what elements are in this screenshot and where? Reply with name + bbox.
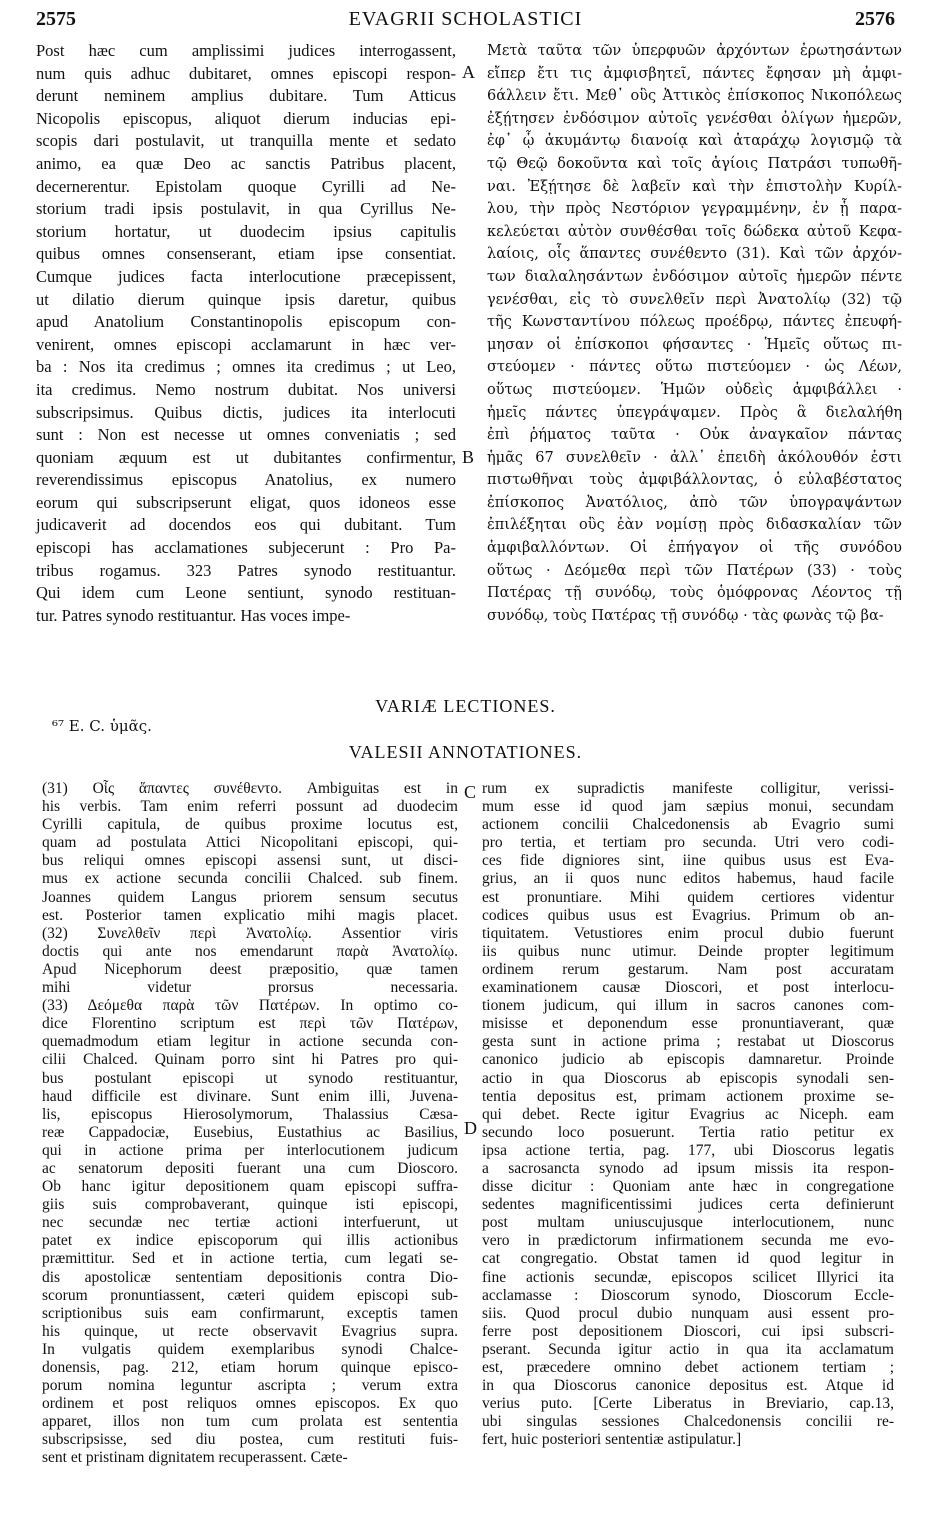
latin-text-line: ut dilatio dierum quinque ipsis daretur, quibus [36, 289, 456, 309]
greek-text-line: λου, τὴν πρὸς Νεστόριον γεγραμμένην, ἐν ᾗ παρα- [487, 201, 902, 218]
annotation-line: subscripsisse, sed diu postea, cum restituti fuis- [42, 1431, 458, 1449]
greek-text-line: κελεύεται αὐτὸν συνθέσθαι τοῖς δώδεκα αὐτοῦ Κεφα- [487, 223, 902, 240]
annotations-left-column [42, 780, 458, 1468]
annotation-line: misisse et deponendum esse pronuntiaverant, quæ [482, 1015, 894, 1033]
page-number-right: 2576 [855, 8, 895, 30]
latin-text-line: reverendissimus episcopus Anatolius, ex numero [36, 470, 456, 490]
greek-text-line: ἐξῄτησεν ἐνδόσιμον αὐτοῖς γενέσθαι ὀλίγων ἡμερῶν, [487, 110, 902, 127]
annotation-line: a sacrosancta synodo ad ipsum missis ita respon- [482, 1159, 894, 1177]
annotation-line: ipsa actione tertia, pag. 177, ubi Dioscorus legatis [482, 1141, 894, 1159]
greek-text-line: Μετὰ ταῦτα τῶν ὑπερφυῶν ἀρχόντων ἐρωτησάντων [487, 43, 902, 59]
latin-text-line: derunt neminem amplius dubitare. Tum Atticus [36, 86, 456, 106]
annotation-line: Ob hanc igitur depositionem quam episcopi suffra- [42, 1178, 458, 1196]
greek-text-line: εἴπερ ἔτι τις ἀμφισβητεῖ, πάντες ἔφησαν μὴ ἀμφι- [487, 65, 902, 82]
annotation-line: ordinem et post reliquos omnes episcopos. Ex quo [42, 1395, 458, 1413]
annotation-line: ces fide digniores sint, iine quibus usus est Eva- [482, 852, 894, 870]
latin-text-line: apud Anatolium Constantinopolis episcopum con- [36, 312, 456, 332]
greek-text-line: γενέσθαι, εἰς τὸ συνελθεῖν περὶ Ἀνατολίῳ (32) τῷ [487, 291, 902, 308]
page-header [36, 8, 895, 34]
annotation-line: mum esse id quod jam sæpius monui, secundam [482, 798, 894, 816]
annotation-line: ubi singulas sessiones Chalcedonensis concilii re- [482, 1413, 894, 1431]
annotation-line: actionem concilii Chalcedonensis ab Evagrio sumi [482, 816, 894, 834]
latin-text-line: num quis adhuc dubitaret, omnes episcopi respon- [36, 63, 456, 83]
annotation-line: est. Posterior tamen explicatio mihi magis placet. [42, 906, 458, 924]
annotation-line: actio in qua Dioscorus ab episcopis synodali sen- [482, 1069, 894, 1087]
annotation-line: Apud Nicephorum deest præpositio, quæ tamen [42, 960, 458, 978]
annotations-right-column [482, 780, 894, 1449]
annotation-line: iis quibus nunc utimur. Deinde propter legitimum [482, 942, 894, 960]
annotation-line: (32) Συνελθεῖν περὶ Ἀνατολίῳ. Assentior viris [42, 924, 458, 942]
greek-text-line: 6άλλειν ἔτι. Μεθ᾽ οὓς Ἀττικὸς ἐπίσκοπος Νικοπόλεως [487, 88, 902, 105]
annotation-line: est pronuntiare. Mihi quidem certiores videntur [482, 888, 894, 906]
annotation-line: pro tertia, et tertiam pro secunda. Utri vero codi- [482, 834, 894, 852]
greek-text-line: λαίοις, οἷς ἅπαντες συνέθεντο (31). Καὶ τῶν ἀρχόν- [487, 246, 902, 263]
latin-text-line: eorum qui subscripserunt eligat, quos idoneos esse [36, 492, 456, 512]
annotation-line: præmittitur. Sed et in actione tertia, cum legati se- [42, 1250, 458, 1268]
latin-text-line: tribus rogamus. 323 Patres synodo restituantur. [36, 560, 456, 580]
latin-text-line: quibus omnes consenserant, etiam ipse consentiat. [36, 244, 456, 264]
annotation-line: nec secundæ nec tertiæ actioni interfuerunt, ut [42, 1214, 458, 1232]
margin-marker-c: C [464, 782, 477, 802]
latin-text-line: storium tradi ipsis postulavit, in qua Cyrillus Ne- [36, 199, 456, 219]
greek-text-line: συνόδῳ, τοὺς Πατέρας τῇ συνόδῳ · τὰς φωνὰς τῷ βα- [487, 607, 884, 624]
greek-text-line: μησαν οἱ ἐπίσκοποι φήσαντες · Ἡμεῖς οὕτως πι- [487, 336, 902, 353]
latin-text-line: sunt : Non est necesse ut omnes conveniatis ; sed [36, 425, 456, 445]
annotation-line: giis suis comprobaverant, quinque isti episcopi, [42, 1196, 458, 1214]
annotation-line: cat congregatio. Obstat tamen id quod legitur in [482, 1250, 894, 1268]
annotation-line: mihi videtur prorsus necessaria. [42, 979, 458, 997]
annotation-line: grius, an ii quos nunc editos habemus, haud facile [482, 870, 894, 888]
annotation-line: sent et pristinam dignitatem recuperassent. Cæte- [42, 1449, 348, 1467]
annotation-line: canonico judicio ab episcopis damnaretur. Proinde [482, 1051, 894, 1069]
latin-text-line: ita credimus. Nemo nostrum dubitat. Nos universi [36, 379, 456, 399]
annotation-line: mus ex actione secunda concilii Chalced. sub finem. [42, 870, 458, 888]
annotation-line: in qua Dioscorus canonice depositus est. Atque id [482, 1377, 894, 1395]
annotation-line: scriptionibus suis eam confirmarunt, exceptis tamen [42, 1304, 458, 1322]
margin-marker-a: A [462, 62, 475, 82]
annotation-line: fine actionis secundæ, episcopos scilicet Illyrici ita [482, 1268, 894, 1286]
annotation-line: rum ex supradictis manifeste colligitur, verissi- [482, 780, 894, 797]
annotation-line: lis, episcopus Hierosolymorum, Thalassius Cæsa- [42, 1105, 458, 1123]
margin-marker-b: B [462, 447, 475, 467]
annotation-line: In vulgatis quidem exemplaribus synodi Chalce- [42, 1340, 458, 1358]
annotation-line: bus reliqui omnes episcopi assensi sunt, ut disci- [42, 852, 458, 870]
annotation-line: his quinque, ut recte observavit Evagrius supra. [42, 1322, 458, 1340]
annotation-line: apparet, illos non tum cum prolata est sententia [42, 1413, 458, 1431]
valesii-annotationes-title: VALESII ANNOTATIONES. [348, 742, 583, 762]
annotation-line: porum nomina leguntur ascripta ; verum extra [42, 1377, 458, 1395]
annotation-line: secundo loco posuerunt. Tertia ratio petitur ex [482, 1123, 894, 1141]
latin-text-line: animo, ea quæ Deo ac sanctis Patribus placent, [36, 153, 456, 173]
annotation-line: gesta sunt in actione prima ; restabat ut Dioscorus [482, 1033, 894, 1051]
annotation-line: cilii Chalced. Quinam porro sint hi Patres pro qui- [42, 1051, 458, 1069]
greek-text-line: στεύομεν · πάντες οὕτω πιστεύομεν · ὡς Λέων, [487, 359, 902, 376]
latin-text-line: ba : Nos ita credimus ; omnes ita credimus ; ut Leo, [36, 357, 456, 377]
annotation-line: doctis qui ante nos emendarunt παρὰ Ἀνατολίῳ. [42, 942, 458, 960]
annotation-line: codices quibus usus est Evagrius. Primum ob an- [482, 906, 894, 924]
annotation-line: tentia depositus est, primam actionem proxime se- [482, 1087, 894, 1105]
latin-text-line: Nicopolis episcopus, aliquot dierum inducias epi- [36, 108, 456, 128]
latin-text-line: tur. Patres synodo restituantur. Has voces impe- [36, 605, 351, 625]
latin-text-line: decernerentur. Epistolam quoque Cyrilli ad Ne- [36, 176, 456, 196]
annotation-line: haud difficile est divinare. Sunt enim illi, Juvena- [42, 1087, 458, 1105]
annotation-line: dice Florentino scriptum est περὶ τῶν Πατέρων, [42, 1015, 458, 1033]
annotation-line: (31) Οἷς ἅπαντες συνέθεντο. Ambiguitas est in [42, 780, 458, 797]
annotation-line: pserant. Secunda igitur actio in qua ita acclamatum [482, 1340, 894, 1358]
greek-text-line: ἡμᾶς 67 συνελθεῖν · ἀλλ᾽ ἐπειδὴ ἀκόλουθόν ἐστι [487, 449, 902, 466]
greek-text-line: τῷ Θεῷ δοκοῦντα καὶ τοῖς ἁγίοις Πατράσι τυπωθῆ- [487, 155, 902, 172]
annotation-line: quemadmodum etiam legitur in actione secunda con- [42, 1033, 458, 1051]
varia-lectiones-note: ⁶⁷ E. C. ὑμᾶς. [52, 717, 152, 735]
latin-text-line: judicaverit ad docendos eos qui dubitant. Tum [36, 515, 456, 535]
annotation-line: Cyrilli capitula, de quibus proxime locutus est, [42, 816, 458, 834]
greek-text-line: πιστωθῆναι τοὺς ἀμφιβάλλοντας, ὁ εὐλαβέστατος [487, 472, 902, 489]
annotation-line: est, præcedere omnino debet actionem tertiam ; [482, 1359, 894, 1376]
latin-text-column [36, 40, 456, 627]
annotation-line: tionem judicum, qui illum in sacros canones com- [482, 997, 894, 1015]
running-title: EVAGRII SCHOLASTICI [348, 8, 583, 30]
greek-text-line: οὕτως · Δεόμεθα περὶ τῶν Πατέρων (33) · τοὺς [487, 562, 902, 579]
annotation-line: quam ad postulata Attici Nicopolitani episcopi, qui- [42, 834, 458, 852]
annotation-line: disse dicitur : Quoniam ante hæc in congregatione [482, 1178, 894, 1196]
margin-marker-d: D [464, 1118, 477, 1138]
latin-text-line: subscripsimus. Quibus dictis, judices ita interlocuti [36, 402, 456, 422]
annotation-line: post multam uniuscujusque interlocutionem, nunc [482, 1214, 894, 1232]
annotation-line: qui in actione prima per interlocutionem judicum [42, 1141, 458, 1159]
annotation-line: scorum pronuntiassent, cæteri quidem episcopi sub- [42, 1286, 458, 1304]
latin-text-line: quoniam æquum est ut dubitantes confirmentur, [36, 447, 456, 467]
annotation-line: vero in prædictorum infirmationem secunda me evo- [482, 1232, 894, 1250]
greek-text-line: ἡμεῖς πάντες ὑπεγράψαμεν. Πρὸς ἃ διελαλήθη [487, 404, 902, 421]
annotation-line: Joannes quidem Langus priorem sensum secutus [42, 888, 458, 906]
annotation-line: fert, huic posteriori sententiæ astipulatur.] [482, 1431, 742, 1449]
annotation-line: acclamasse : Dioscorum synodo, Dioscorum Eccle- [482, 1286, 894, 1304]
annotation-line: dis apostolicæ sententiam depositionis contra Dio- [42, 1268, 458, 1286]
annotation-line: ordinem rerum gestarum. Nam post accuratam [482, 960, 894, 978]
annotation-line: sedentes magnificentissimi judices certa definierunt [482, 1196, 894, 1214]
latin-text-line: storium hortatur, ut duodecim ipsius capitulis [36, 221, 456, 241]
greek-text-line: τῆς Κωνσταντίνου πόλεως προέδρῳ, πάντες ἐπευφή- [487, 314, 902, 331]
greek-text-line: ἀμφιβαλλόντων. Οἱ ἐπήγαγον οἱ τῆς συνόδου [487, 540, 902, 557]
latin-text-line: episcopi has acclamationes subjecerunt : Pro Pa- [36, 538, 456, 558]
greek-text-line: των διαλαλησάντων ἐνδόσιμον αὐτοῖς ἡμερῶν πέντε [487, 268, 902, 285]
greek-text-line: ἐφ᾽ ᾧ ἀκυμάντῳ διανοίᾳ καὶ ἀταράχῳ λογισμῷ τὰ [487, 133, 902, 150]
greek-text-line: ναι. Ἐξῄτησε δὲ λαβεῖν καὶ τὴν ἐπιστολὴν Κυρίλ- [487, 178, 902, 195]
latin-text-line: Qui idem cum Leone sentiunt, synodo restituan- [36, 583, 456, 603]
latin-text-line: Post hæc cum amplissimi judices interrogassent, [36, 41, 456, 60]
latin-text-line: venirent, omnes episcopi acclamarunt in hæc ver- [36, 334, 456, 354]
annotation-line: ferre post depositionem Dioscori, cui ipsi subscri- [482, 1322, 894, 1340]
page-number-left: 2575 [36, 8, 76, 30]
varia-lectiones-title: VARIÆ LECTIONES. [375, 696, 556, 716]
annotation-line: examinationem causæ Dioscori, et post interlocu- [482, 979, 894, 997]
greek-text-column [487, 40, 902, 627]
annotation-line: reæ Cappadociæ, Eusebius, Eustathius ac Basilius, [42, 1123, 458, 1141]
latin-text-line: Cumque judices facta interlocutione præcepissent, [36, 266, 456, 286]
annotation-line: tiquitatem. Vetustiores enim procul dubio fuerunt [482, 924, 894, 942]
annotation-line: verius puto. [Certe Liberatus in Breviario, cap.13, [482, 1395, 894, 1413]
annotation-line: qui debet. Recte igitur Evagrius ac Niceph. eam [482, 1105, 894, 1123]
greek-text-line: ἐπιλέξηται οὓς ἐὰν νομίσῃ πρὸς διδασκαλίαν τῶν [487, 517, 902, 534]
annotation-line: ac senatorum depositi fuerant una cum Dioscoro. [42, 1159, 458, 1177]
annotation-line: donensis, pag. 212, etiam horum quinque episco- [42, 1359, 458, 1376]
greek-text-line: ἐπὶ ῥήματος ταῦτα · Οὐκ ἀναγκαῖον πάντας [487, 427, 902, 444]
annotation-line: patet ex indice episcoporum qui illis actionibus [42, 1232, 458, 1250]
latin-text-line: scopis dari postulavit, ut tranquilla mente et sedato [36, 131, 456, 151]
annotation-line: (33) Δεόμεθα παρὰ τῶν Πατέρων. In optimo co- [42, 997, 458, 1015]
annotation-line: bus postulant episcopi ut synodo restituantur, [42, 1069, 458, 1087]
greek-text-line: ἐπίσκοπος Ἀνατόλιος, ἀπὸ τῶν ὑπογραψάντων [487, 494, 902, 511]
annotation-line: his verbis. Tam enim referri possunt ad duodecim [42, 798, 458, 816]
greek-text-line: Πατέρας τῇ συνόδῳ, τοὺς ὁμόφρονας Λέοντος τῇ [487, 585, 902, 602]
greek-text-line: οὕτως πιστεύομεν. Ἡμῶν οὐδεὶς ἀμφιβάλλει · [487, 381, 902, 398]
annotation-line: siis. Quod procul dubio nunquam ausi essent pro- [482, 1304, 894, 1322]
